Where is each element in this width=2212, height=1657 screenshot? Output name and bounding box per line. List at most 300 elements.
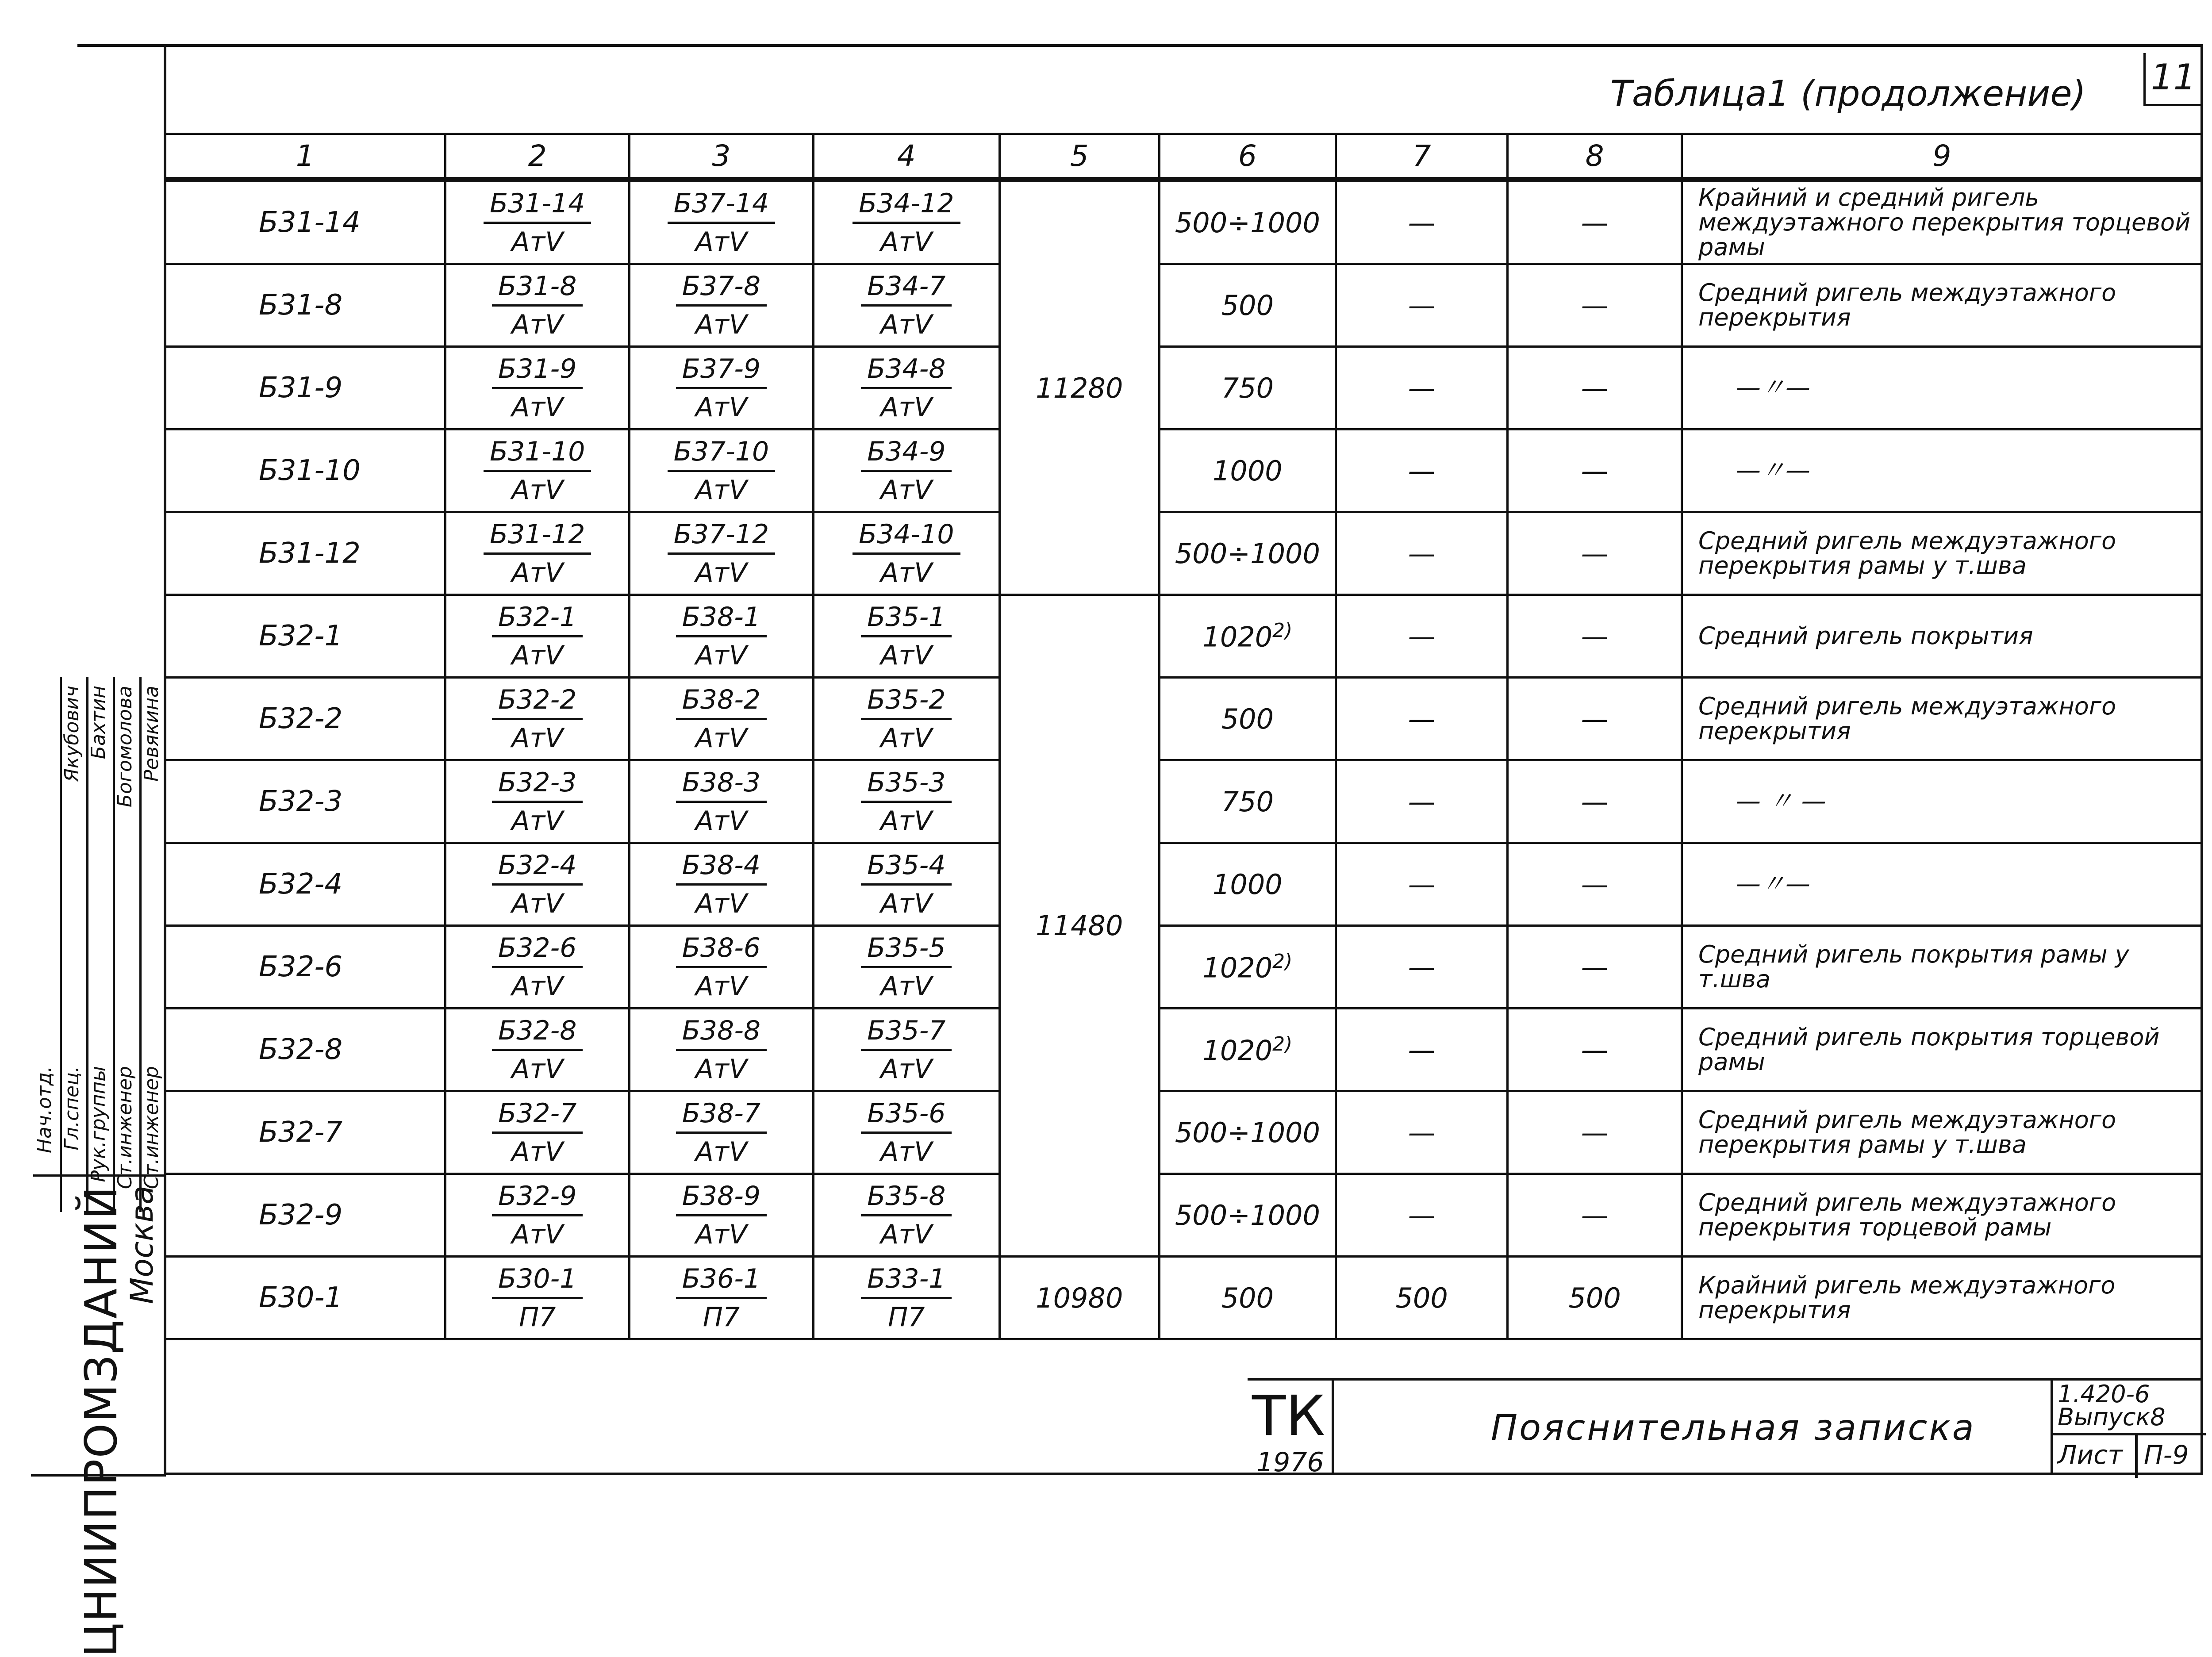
fraction-numerator: Б35-2: [861, 684, 952, 720]
col-8-value: —: [1581, 289, 1609, 322]
col-7-value: —: [1408, 620, 1436, 652]
fraction-denominator: АтV: [695, 722, 747, 754]
cell-col-8: [1508, 347, 1682, 430]
cell-reinforcement-3: [630, 1174, 814, 1257]
fraction-denominator: АтV: [880, 226, 933, 257]
col-7-value: —: [1408, 454, 1436, 487]
length-value: 10980: [1036, 1281, 1123, 1314]
fraction: [861, 353, 952, 423]
table-row: [165, 347, 2202, 430]
fraction-numerator: Б30-1: [492, 1263, 583, 1299]
cell-load: [1159, 180, 1336, 264]
fraction-denominator: П7: [703, 1301, 740, 1333]
table-row: [165, 678, 2202, 760]
cell-reinforcement-2: [445, 1257, 630, 1339]
cell-col-8: [1508, 678, 1682, 760]
fraction-denominator: АтV: [511, 1219, 564, 1250]
cell-col-8: [1508, 760, 1682, 843]
cell-reinforcement-2: [445, 430, 630, 512]
fraction-denominator: АтV: [880, 888, 933, 919]
cell-description: [1682, 1257, 2202, 1339]
table-row: [165, 1174, 2202, 1257]
fraction-numerator: Б37-10: [668, 436, 776, 472]
fraction-numerator: Б34-7: [861, 271, 952, 307]
fraction-numerator: Б31-9: [492, 353, 583, 389]
col-header-3: 3: [630, 134, 814, 180]
mark-text: Б32-2: [259, 702, 343, 735]
cell-load: [1159, 430, 1336, 512]
fraction-denominator: АтV: [511, 474, 564, 506]
fraction-numerator: Б37-8: [676, 271, 767, 307]
cell-load: [1159, 760, 1336, 843]
stamp-role-1: Нач.отд.: [33, 1066, 56, 1153]
cell-reinforcement-4: [813, 1009, 999, 1091]
table-row: [165, 843, 2202, 926]
col-8-value: —: [1581, 206, 1609, 239]
cell-load: [1159, 1091, 1336, 1174]
cell-col-7: [1336, 1257, 1507, 1339]
sheet-row: [2053, 1433, 2206, 1478]
fraction-numerator: Б32-9: [492, 1181, 583, 1216]
cell-reinforcement-3: [630, 843, 814, 926]
load-value: 750: [1221, 785, 1274, 818]
fraction-denominator: АтV: [880, 970, 933, 1002]
col-8-value: —: [1581, 868, 1609, 901]
cell-reinforcement-3: [630, 1009, 814, 1091]
cell-reinforcement-2: [445, 512, 630, 595]
fraction-numerator: Б34-12: [853, 188, 960, 224]
fraction: [492, 353, 583, 423]
fraction-denominator: АтV: [880, 1053, 933, 1085]
cell-reinforcement-2: [445, 760, 630, 843]
fraction-numerator: Б38-7: [676, 1098, 767, 1134]
institute-city: Москва: [124, 1185, 160, 1304]
cell-load: [1159, 1257, 1336, 1339]
col-header-6: 6: [1159, 134, 1336, 180]
sheet-label: Лист: [2058, 1440, 2123, 1470]
fraction-numerator: Б32-3: [492, 767, 583, 803]
fraction-denominator: АтV: [511, 1136, 564, 1167]
cell-reinforcement-2: [445, 347, 630, 430]
fraction-denominator: АтV: [511, 970, 564, 1002]
description-text: Средний ригель покрытия рамы у т.шва: [1698, 940, 2129, 993]
fraction-denominator: АтV: [695, 226, 747, 257]
fraction-denominator: АтV: [880, 640, 933, 671]
fraction-denominator: АтV: [695, 1136, 747, 1167]
fraction-denominator: АтV: [511, 557, 564, 588]
cell-description: [1682, 180, 2202, 264]
cell-reinforcement-4: [813, 1257, 999, 1339]
fraction: [861, 271, 952, 340]
fraction-numerator: Б32-4: [492, 850, 583, 886]
fraction-denominator: АтV: [880, 805, 933, 836]
fraction-numerator: Б35-3: [861, 767, 952, 803]
fraction-numerator: Б38-8: [676, 1015, 767, 1051]
cell-mark: [165, 926, 445, 1009]
sheet-value: П-9: [2144, 1440, 2189, 1470]
fraction: [861, 1263, 952, 1333]
fraction-numerator: Б37-12: [668, 519, 776, 555]
fraction-denominator: АтV: [695, 970, 747, 1002]
cell-description: [1682, 264, 2202, 347]
cell-reinforcement-3: [630, 180, 814, 264]
fraction-denominator: АтV: [511, 805, 564, 836]
cell-col-7: [1336, 843, 1507, 926]
col-8-value: —: [1581, 951, 1609, 983]
col-7-value: —: [1408, 537, 1436, 570]
cell-col-8: [1508, 843, 1682, 926]
fraction: [492, 932, 583, 1002]
table-row: [165, 1257, 2202, 1339]
footnote-mark: 2): [1272, 1032, 1293, 1055]
col-8-value: —: [1581, 1199, 1609, 1231]
mark-text: Б31-9: [259, 372, 343, 404]
cell-reinforcement-3: [630, 347, 814, 430]
fraction-numerator: Б32-8: [492, 1015, 583, 1051]
fraction-denominator: АтV: [695, 1219, 747, 1250]
cell-load: [1159, 347, 1336, 430]
col-header-5: 5: [999, 134, 1159, 180]
specification-table: [164, 133, 2203, 1340]
cell-col-8: [1508, 1174, 1682, 1257]
col-8-value: —: [1581, 785, 1609, 818]
fraction-denominator: П7: [888, 1301, 925, 1333]
cell-col-7: [1336, 430, 1507, 512]
stamp-role-2: Гл.спец.: [61, 1066, 83, 1151]
cell-mark: [165, 264, 445, 347]
fraction: [861, 850, 952, 919]
col-7-value: —: [1408, 951, 1436, 983]
cell-col-7: [1336, 264, 1507, 347]
series-code: 1.420-6: [2058, 1380, 2150, 1408]
cell-reinforcement-4: [813, 1091, 999, 1174]
cell-load: [1159, 1174, 1336, 1257]
cell-load: [1159, 512, 1336, 595]
cell-col-7: [1336, 1091, 1507, 1174]
mark-text: Б32-7: [259, 1116, 343, 1149]
fraction-numerator: Б37-14: [668, 188, 776, 224]
description-text: Средний ригель междуэтажного перекрытия: [1698, 692, 2116, 745]
cell-reinforcement-4: [813, 1174, 999, 1257]
description-text: Средний ригель междуэтажного перекрытия: [1698, 279, 2116, 331]
load-value: 1020: [1202, 621, 1273, 653]
stamp-name-3: Богомолова: [114, 686, 136, 808]
cell-load: [1159, 1009, 1336, 1091]
load-value: 1000: [1212, 868, 1283, 901]
fraction: [676, 850, 767, 919]
footnote-mark: 2): [1272, 950, 1293, 973]
stamp-role-4: Ст.инженер: [114, 1066, 136, 1189]
fraction-numerator: Б38-6: [676, 932, 767, 968]
cell-reinforcement-3: [630, 430, 814, 512]
cell-reinforcement-3: [630, 926, 814, 1009]
fraction: [861, 1098, 952, 1167]
fraction-numerator: Б32-6: [492, 932, 583, 968]
cell-description: [1682, 843, 2202, 926]
table-row: [165, 926, 2202, 1009]
col-header-9: 9: [1682, 134, 2202, 180]
fraction-denominator: АтV: [695, 474, 747, 506]
cell-reinforcement-4: [813, 843, 999, 926]
fraction-numerator: Б38-2: [676, 684, 767, 720]
fraction: [492, 1263, 583, 1333]
cell-reinforcement-2: [445, 678, 630, 760]
cell-reinforcement-4: [813, 347, 999, 430]
fraction-numerator: Б35-4: [861, 850, 952, 886]
stamp-name-1: Якубович: [61, 686, 83, 782]
cell-col-7: [1336, 1009, 1507, 1091]
fraction: [676, 271, 767, 340]
description-text: —〃—: [1736, 870, 1811, 898]
fraction-numerator: Б38-1: [676, 602, 767, 637]
cell-mark: [165, 1174, 445, 1257]
fraction-denominator: АтV: [695, 1053, 747, 1085]
cell-col-7: [1336, 1174, 1507, 1257]
fraction-denominator: АтV: [511, 1053, 564, 1085]
fraction-denominator: АтV: [695, 640, 747, 671]
table-row: [165, 180, 2202, 264]
fraction-numerator: Б34-10: [853, 519, 960, 555]
col-7-value: —: [1408, 206, 1436, 239]
cell-load: [1159, 926, 1336, 1009]
fraction: [492, 1181, 583, 1250]
fraction-numerator: Б31-10: [484, 436, 591, 472]
col-8-value: —: [1581, 1033, 1609, 1066]
cell-reinforcement-4: [813, 595, 999, 678]
cell-col-8: [1508, 430, 1682, 512]
cell-reinforcement-2: [445, 180, 630, 264]
cell-reinforcement-3: [630, 678, 814, 760]
load-value: 500: [1221, 702, 1274, 735]
fraction-numerator: Б36-1: [676, 1263, 767, 1299]
col-7-value: —: [1408, 1116, 1436, 1149]
fraction-denominator: АтV: [695, 391, 747, 423]
tk-year: 1976: [1256, 1447, 1324, 1478]
fraction-numerator: Б34-8: [861, 353, 952, 389]
fraction-denominator: АтV: [880, 1219, 933, 1250]
table-row: [165, 512, 2202, 595]
col-7-value: —: [1408, 785, 1436, 818]
cell-reinforcement-4: [813, 678, 999, 760]
tk-letters: ТК: [1252, 1384, 1325, 1448]
cell-description: [1682, 512, 2202, 595]
fraction-denominator: АтV: [511, 226, 564, 257]
document-code: [2058, 1380, 2166, 1431]
table-row: [165, 1009, 2202, 1091]
cell-description: [1682, 430, 2202, 512]
col-7-value: —: [1408, 1199, 1436, 1231]
cell-description: [1682, 678, 2202, 760]
col-8-value: —: [1581, 537, 1609, 570]
cell-reinforcement-3: [630, 1257, 814, 1339]
cell-reinforcement-3: [630, 512, 814, 595]
load-value: 500: [1221, 1281, 1274, 1314]
fraction-denominator: АтV: [880, 722, 933, 754]
stamp-name-4: Ревякина: [140, 686, 163, 782]
fraction: [492, 1015, 583, 1085]
cell-col-8: [1508, 264, 1682, 347]
cell-reinforcement-4: [813, 430, 999, 512]
fraction-numerator: Б35-7: [861, 1015, 952, 1051]
table-row: [165, 595, 2202, 678]
cell-mark: [165, 843, 445, 926]
description-text: Крайний ригель междуэтажного перекрытия: [1698, 1271, 2116, 1324]
col-header-7: 7: [1336, 134, 1507, 180]
cell-mark: [165, 180, 445, 264]
cell-reinforcement-4: [813, 264, 999, 347]
footnote-mark: 2): [1272, 619, 1293, 642]
col-header-1: 1: [165, 134, 445, 180]
cell-reinforcement-3: [630, 760, 814, 843]
cell-col-8: [1508, 1091, 1682, 1174]
fraction-denominator: АтV: [880, 309, 933, 340]
cell-description: [1682, 1009, 2202, 1091]
cell-col-7: [1336, 347, 1507, 430]
cell-col-7: [1336, 926, 1507, 1009]
fraction-numerator: Б34-9: [861, 436, 952, 472]
fraction: [676, 932, 767, 1002]
fraction: [492, 271, 583, 340]
description-text: Средний ригель покрытия: [1698, 622, 2033, 650]
table-row: [165, 760, 2202, 843]
fraction-numerator: Б35-1: [861, 602, 952, 637]
table-caption: Таблица1 (продолжение): [1610, 73, 2086, 114]
cell-col-7: [1336, 678, 1507, 760]
load-value: 750: [1221, 372, 1274, 404]
cell-reinforcement-2: [445, 1091, 630, 1174]
load-value: 500÷1000: [1175, 1116, 1320, 1149]
cell-description: [1682, 347, 2202, 430]
cell-length: [999, 595, 1159, 1257]
cell-reinforcement-2: [445, 595, 630, 678]
issue-number: Выпуск8: [2058, 1403, 2166, 1431]
cell-mark: [165, 678, 445, 760]
cell-reinforcement-4: [813, 760, 999, 843]
sheet-divider: [2135, 1435, 2138, 1478]
fraction: [484, 188, 591, 257]
cell-mark: [165, 430, 445, 512]
mark-text: Б31-8: [259, 289, 343, 322]
fraction-denominator: АтV: [511, 391, 564, 423]
cell-col-8: [1508, 1009, 1682, 1091]
cell-mark: [165, 760, 445, 843]
fraction-numerator: Б31-14: [484, 188, 591, 224]
cell-length: [999, 180, 1159, 595]
fraction: [676, 1181, 767, 1250]
mark-text: Б32-4: [259, 868, 343, 901]
fraction-numerator: Б37-9: [676, 353, 767, 389]
fraction-denominator: АтV: [880, 1136, 933, 1167]
description-text: Средний ригель междуэтажного перекрытия торцевой рамы: [1698, 1189, 2116, 1241]
cell-reinforcement-3: [630, 595, 814, 678]
description-text: —〃—: [1736, 456, 1811, 485]
length-value: 11280: [1036, 372, 1123, 404]
mark-text: Б31-14: [259, 206, 361, 239]
fraction-denominator: АтV: [880, 557, 933, 588]
col-8-value: —: [1581, 372, 1609, 404]
fraction: [676, 353, 767, 423]
fraction-denominator: АтV: [695, 805, 747, 836]
mark-text: Б32-3: [259, 785, 343, 818]
fraction: [668, 436, 776, 506]
cell-load: [1159, 678, 1336, 760]
stamp-name-2: Бахтин: [87, 686, 110, 759]
load-value: 500: [1221, 289, 1274, 322]
fraction-numerator: Б38-9: [676, 1181, 767, 1216]
fraction: [861, 436, 952, 506]
fraction-numerator: Б31-8: [492, 271, 583, 307]
load-value: 500÷1000: [1175, 206, 1320, 239]
fraction: [668, 519, 776, 588]
cell-col-7: [1336, 512, 1507, 595]
cell-reinforcement-2: [445, 264, 630, 347]
cell-reinforcement-2: [445, 926, 630, 1009]
cell-col-8: [1508, 512, 1682, 595]
cell-col-8: [1508, 595, 1682, 678]
fraction: [861, 1015, 952, 1085]
col-8-value: 500: [1568, 1281, 1621, 1314]
mark-text: Б31-12: [259, 537, 361, 570]
fraction: [676, 1015, 767, 1085]
fraction: [676, 1263, 767, 1333]
cell-mark: [165, 347, 445, 430]
fraction-numerator: Б38-4: [676, 850, 767, 886]
fraction: [492, 767, 583, 836]
cell-col-7: [1336, 595, 1507, 678]
stamp-role-3: Рук.группы: [87, 1066, 110, 1182]
cell-load: [1159, 595, 1336, 678]
load-value: 1020: [1202, 951, 1273, 984]
fraction: [853, 519, 960, 588]
fraction-numerator: Б31-12: [484, 519, 591, 555]
cell-mark: [165, 1257, 445, 1339]
fraction: [492, 1098, 583, 1167]
description-text: Средний ригель междуэтажного перекрытия рамы у т.шва: [1698, 1106, 2116, 1158]
col-7-value: —: [1408, 868, 1436, 901]
title-block-code-area: [2051, 1381, 2206, 1475]
fraction: [861, 1181, 952, 1250]
load-value: 1000: [1212, 454, 1283, 487]
cell-description: [1682, 595, 2202, 678]
fraction: [492, 850, 583, 919]
col-8-value: —: [1581, 1116, 1609, 1149]
header-row: [165, 134, 2202, 180]
cell-description: [1682, 760, 2202, 843]
length-value: 11480: [1036, 909, 1123, 942]
description-text: Крайний и средний ригель междуэтажного перекрытия торцевой рамы: [1698, 184, 2191, 261]
cell-reinforcement-2: [445, 1174, 630, 1257]
cell-description: [1682, 1091, 2202, 1174]
title-block: [1248, 1378, 2203, 1478]
fraction: [676, 767, 767, 836]
description-text: —〃—: [1736, 373, 1811, 402]
col-7-value: —: [1408, 289, 1436, 322]
table-row: [165, 264, 2202, 347]
fraction: [492, 684, 583, 754]
cell-mark: [165, 1091, 445, 1174]
load-value: 500÷1000: [1175, 1199, 1320, 1231]
institute-block: [33, 1174, 164, 1657]
cell-col-8: [1508, 926, 1682, 1009]
mark-text: Б32-6: [259, 951, 343, 983]
cell-mark: [165, 1009, 445, 1091]
fraction-denominator: АтV: [511, 309, 564, 340]
cell-mark: [165, 595, 445, 678]
load-value: 1020: [1202, 1034, 1273, 1067]
institute-name: ЦНИИПРОМЗДАНИЙ: [75, 1185, 127, 1657]
fraction: [668, 188, 776, 257]
mark-text: Б31-10: [259, 454, 361, 487]
